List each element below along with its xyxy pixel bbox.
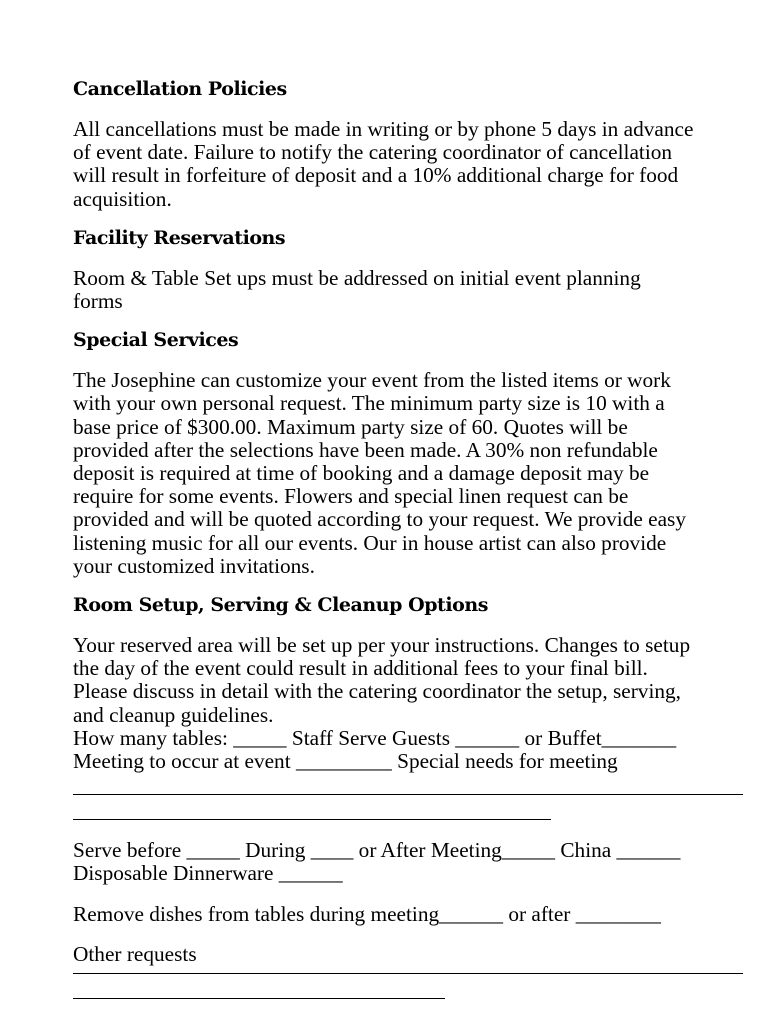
text-line: deposit is required at time of booking and a damage deposit may be [73,461,650,486]
text-line: will result in forfeiture of deposit and a 10% additional charge for food [73,163,679,188]
text-line: The Josephine can customize your event from the listed items or work [73,368,671,393]
meeting-question[interactable]: Meeting to occur at event _________ Special needs for meeting [73,749,618,774]
special-services-text [73,369,753,578]
text-line: acquisition. [73,186,172,211]
special-services-heading: Special Services [73,329,239,352]
cancellation-policies-heading: Cancellation Policies [73,78,287,100]
text-line: Please discuss in detail with the catering coordinator the setup, serving, [73,679,681,704]
facility-reservations-heading: Facility Reservations [73,226,286,249]
other-requests-answer-line-2[interactable] [73,998,445,999]
text-line: require for some events. Flowers and special linen request can be [73,484,629,509]
text-line: the day of the event could result in additional fees to your final bill. [73,656,648,681]
text-line: your customized invitations. [73,553,315,578]
text-line: base price of $300.00. Maximum party size of 60. Quotes will be [73,414,628,439]
text-line: of event date. Failure to notify the catering coordinator of cancellation [73,140,673,165]
text-line: Room & Table Set ups must be addressed on initial event planning [73,265,641,290]
remove-dishes-question[interactable]: Remove dishes from tables during meeting______ or after ________ [73,901,661,926]
serve-timing-question[interactable]: Serve before _____ During ____ or After Meeting_____ China ______ [73,838,681,863]
text-line: listening music for all our events. Our in house artist can also provide [73,530,667,555]
other-requests [73,943,753,966]
text-line: Your reserved area will be set up per your instructions. Changes to setup [73,633,691,658]
catering-policies-page [73,78,753,999]
facility-reservations-text [73,267,753,313]
text-line: with your own personal request. The minimum party size is 10 with a [73,391,665,416]
dinnerware-question[interactable]: Disposable Dinnerware ______ [73,861,343,886]
text-line: All cancellations must be made in writing or by phone 5 days in advance [73,117,694,141]
other-requests-label: Other requests [73,941,197,966]
text-line: and cleanup guidelines. [73,702,274,727]
text-line: forms [73,289,123,314]
tables-question[interactable]: How many tables: _____ Staff Serve Guests ______ or Buffet_______ [73,725,677,750]
cleanup-options [73,903,753,926]
serving-options [73,839,753,885]
room-setup-heading: Room Setup, Serving & Cleanup Options [73,594,488,617]
text-line: provided after the selections have been made. A 30% non refundable [73,437,658,462]
room-setup-text [73,634,753,773]
cancellation-policies-text [73,118,753,211]
text-line: provided and will be quoted according to your request. We provide easy [73,507,686,532]
